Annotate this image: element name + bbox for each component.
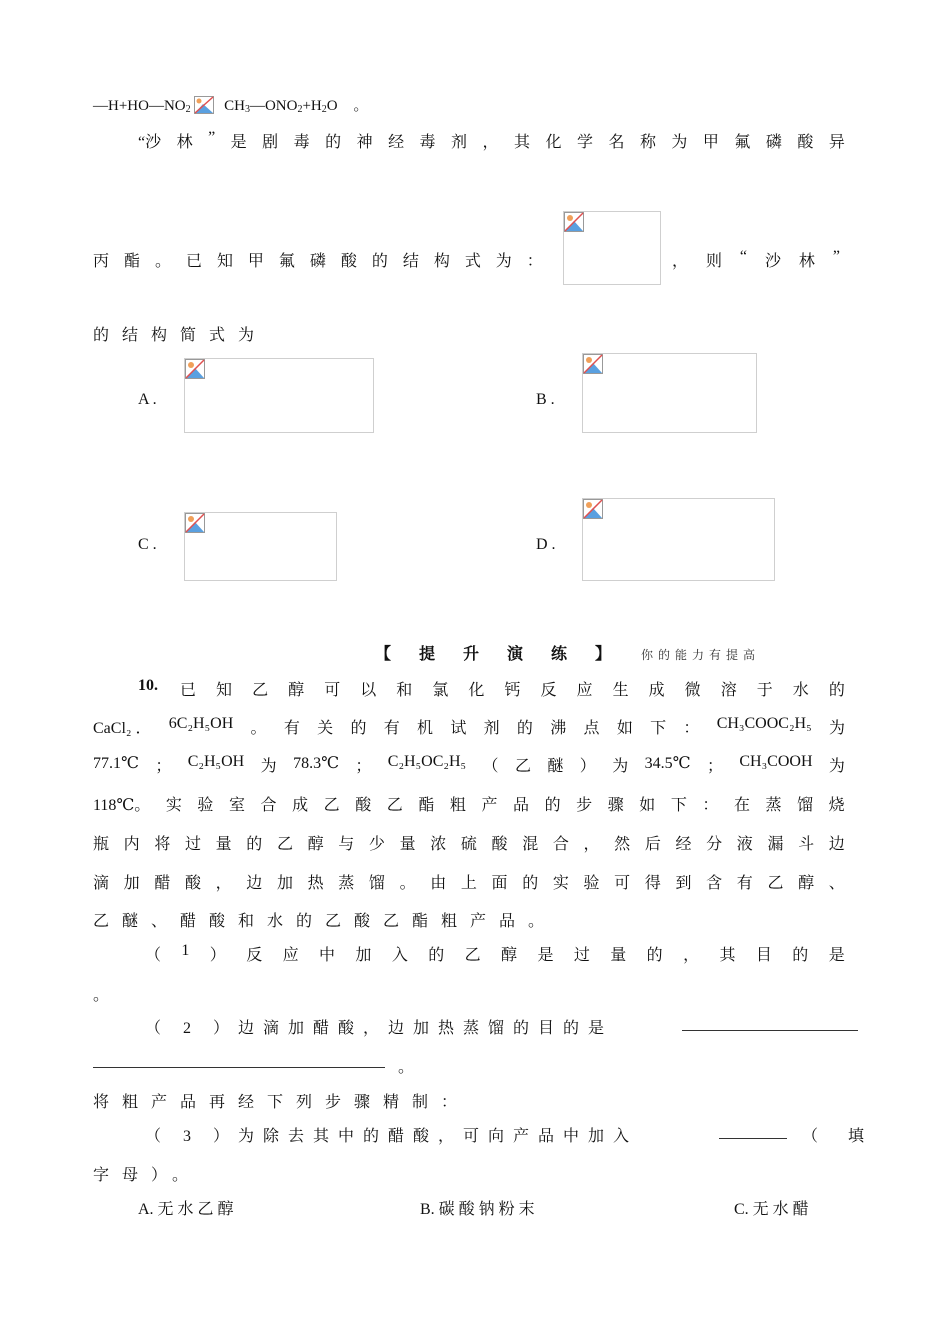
q5-token: 的: [246, 836, 263, 853]
choice-a[interactable]: A. 无 水 乙 醇: [138, 1201, 234, 1218]
q4-token: 蒸: [765, 797, 782, 814]
s1-token: ，: [683, 947, 700, 964]
q2-token: ：: [683, 720, 700, 737]
q1-token: 氯: [432, 682, 449, 699]
q2-token: CaCl₂ ．: [93, 720, 152, 737]
broken-image-icon: [185, 513, 205, 533]
q10-line-5: [93, 831, 845, 854]
s1-token: 的: [792, 947, 809, 964]
q5-token: 硫: [460, 836, 477, 853]
s1-token: 是: [537, 947, 554, 964]
broken-image-icon: [583, 354, 603, 374]
q2-token: 6C₂H₅OH: [168, 715, 234, 732]
sarin2l-token: 的: [371, 253, 388, 270]
q1-token: 钙: [504, 682, 521, 699]
sarin1-token: 毒: [419, 134, 436, 151]
q6-token: 可: [614, 875, 631, 892]
sub-question-3-tail: （ 填: [802, 1128, 878, 1145]
s1-token: 目: [755, 947, 772, 964]
sarin1-token: 称: [639, 134, 656, 151]
q4-token: 合: [260, 797, 277, 814]
sarin-line-1: [138, 129, 845, 152]
q4-token: 骤: [607, 797, 624, 814]
q1-token: 于: [756, 682, 773, 699]
q5-token: 经: [675, 836, 692, 853]
s1-token: 1: [181, 942, 190, 959]
question-number: 10.: [138, 677, 158, 694]
s1-token: 反: [246, 947, 263, 964]
q2-token: 如: [616, 720, 633, 737]
q4-token: 酯: [418, 797, 435, 814]
q2-token: 试: [450, 720, 467, 737]
q6-token: 乙: [767, 875, 784, 892]
option-a-image: [184, 358, 374, 433]
choice-b[interactable]: B. 碳 酸 钠 粉 末: [420, 1201, 535, 1218]
q6-token: 含: [706, 875, 723, 892]
q1-token: 乙: [252, 682, 269, 699]
broken-image-icon: [564, 212, 584, 232]
sarin1-token: 毒: [293, 134, 310, 151]
q4-token: 酸: [355, 797, 372, 814]
q2-token: 关: [317, 720, 334, 737]
sarin-line-3: 的结构简式为: [93, 327, 268, 344]
s1-token: 应: [282, 947, 299, 964]
q4-token: 如: [639, 797, 656, 814]
option-c-label: C .: [138, 536, 157, 553]
q4-token: 的: [544, 797, 561, 814]
option-b-label: B .: [536, 391, 555, 408]
q2-token: 机: [417, 720, 434, 737]
q3-token: ；: [706, 758, 723, 775]
sub-question-1-end: 。: [93, 987, 110, 1004]
q6-token: 馏: [368, 875, 385, 892]
q5-token: 瓶: [93, 836, 110, 853]
sarin1-token: 经: [388, 134, 405, 151]
s1-token: （: [145, 947, 162, 964]
sarin1-token: 其: [514, 134, 531, 151]
q1-token: 可: [324, 682, 341, 699]
q3-token: C₂H₅OC₂H₅: [387, 753, 467, 770]
q3-token: ；: [355, 758, 372, 775]
sarin2l-token: 结: [402, 253, 419, 270]
q5-token: 将: [154, 836, 171, 853]
q4-token: 验: [197, 797, 214, 814]
sarin1-token: 林: [176, 134, 193, 151]
q2-token: 点: [583, 720, 600, 737]
sarin2r-token: ”: [832, 248, 840, 265]
q10-line-1: [180, 677, 845, 700]
q5-token: 然: [614, 836, 631, 853]
q1-token: 应: [576, 682, 593, 699]
sarin2r-token: 沙: [764, 253, 781, 270]
section-heading: [375, 641, 760, 664]
q4-token: 烧: [828, 797, 845, 814]
broken-image-icon: [583, 499, 603, 519]
section-subtitle: 你的能力有提高: [641, 648, 761, 662]
section-title: 【 提 升 演 练 】: [375, 646, 624, 663]
sarin-line-2-right: [672, 248, 840, 271]
q6-token: 的: [522, 875, 539, 892]
sarin1-token: 学: [576, 134, 593, 151]
sarin1-token: 氟: [734, 134, 751, 151]
q1-token: 水: [792, 682, 809, 699]
s1-token: 过: [573, 947, 590, 964]
q3-token: CH₃COOH: [739, 753, 813, 770]
q10-line-4: [93, 792, 845, 815]
sub-question-3-line-2: 字母）。: [93, 1167, 202, 1184]
q5-token: 乙: [276, 836, 293, 853]
sub-question-3: （ 3 ）为除去其中的醋酸，可向产品中加入: [145, 1128, 639, 1145]
q3-token: 77.1℃: [93, 755, 139, 772]
q4-token: 下: [670, 797, 687, 814]
q6-token: 酸: [184, 875, 201, 892]
q3-token: ；: [155, 758, 172, 775]
q3-token: 醚: [547, 758, 564, 775]
answer-blank-2b[interactable]: [93, 1053, 385, 1073]
sarin2r-token: ，: [672, 253, 689, 270]
sarin1-token: 剂: [451, 134, 468, 151]
q5-token: 与: [338, 836, 355, 853]
sarin1-token: 是: [230, 134, 247, 151]
sarin1-token: 的: [325, 134, 342, 151]
option-c-image: [184, 512, 337, 581]
q2-token: 的: [350, 720, 367, 737]
q1-token: 化: [468, 682, 485, 699]
q2-token: 有: [383, 720, 400, 737]
q1-token: 生: [612, 682, 629, 699]
sarin1-token: 神: [356, 134, 373, 151]
q1-token: 和: [396, 682, 413, 699]
sarin2l-token: 氟: [278, 253, 295, 270]
s1-token: 的: [646, 947, 663, 964]
q1-token: 溶: [720, 682, 737, 699]
q1-token: 微: [684, 682, 701, 699]
q3-token: 为: [260, 758, 277, 775]
q3-token: （: [482, 758, 499, 775]
s1-token: 乙: [464, 947, 481, 964]
reaction-equation: $—H+HO—NO_2$ $CH_3—ONO_2+H_2O$ 。: [93, 98, 369, 115]
sub-question-2: （ 2 ）边滴加醋酸，边加热蒸馏的目的是: [145, 1020, 614, 1037]
q6-token: 热: [307, 875, 324, 892]
sarin1-token: 异: [828, 134, 845, 151]
q3-token: 为: [828, 758, 845, 775]
q4-token: ：: [702, 797, 719, 814]
q6-token: 由: [430, 875, 447, 892]
q4-token: 品: [513, 797, 530, 814]
q10-line-7: 乙醚、醋酸和水的乙酸乙酯粗产品。: [93, 913, 558, 930]
q6-token: 有: [736, 875, 753, 892]
q5-token: 漏: [767, 836, 784, 853]
q4-token: 室: [228, 797, 245, 814]
broken-image-icon: [194, 96, 214, 114]
sarin1-token: 酸: [797, 134, 814, 151]
q5-token: 过: [184, 836, 201, 853]
q2-token: 。: [250, 720, 267, 737]
q2-token: CH₃COOC₂H₅: [716, 715, 812, 732]
sarin2r-token: “: [739, 248, 748, 265]
option-b-image: [582, 353, 757, 433]
sarin1-token: ，: [482, 134, 499, 151]
methylfluorophosphonic-acid-structure-image: [563, 211, 661, 285]
q10-line-2: [93, 715, 845, 738]
q1-token: 以: [360, 682, 377, 699]
q10-line-6: [93, 870, 845, 893]
q3-token: C₂H₅OH: [187, 753, 245, 770]
q2-token: 下: [650, 720, 667, 737]
q6-token: 、: [828, 875, 845, 892]
q5-token: 合: [552, 836, 569, 853]
q6-token: 面: [491, 875, 508, 892]
sub-question-2-end: 。: [398, 1059, 415, 1076]
q3-token: 34.5℃: [644, 755, 691, 772]
sarin2l-token: 丙: [93, 253, 110, 270]
sarin2l-token: 甲: [247, 253, 264, 270]
q1-token: 成: [648, 682, 665, 699]
q6-token: 实: [552, 875, 569, 892]
q5-token: 浓: [430, 836, 447, 853]
q2-token: 为: [828, 720, 845, 737]
sarin2l-token: 已: [185, 253, 202, 270]
s1-token: 醇: [501, 947, 518, 964]
sarin2l-token: ：: [526, 253, 543, 270]
sarin1-token: 为: [671, 134, 688, 151]
s1-token: 其: [719, 947, 736, 964]
q6-token: 蒸: [338, 875, 355, 892]
q5-token: 后: [644, 836, 661, 853]
q1-token: 反: [540, 682, 557, 699]
q5-token: 量: [215, 836, 232, 853]
q6-token: 滴: [93, 875, 110, 892]
answer-blank-3[interactable]: [719, 1124, 787, 1144]
q3-token: 乙: [514, 758, 531, 775]
sub-question-1: [145, 942, 845, 965]
q5-token: 量: [399, 836, 416, 853]
sarin1-token: “沙: [138, 134, 162, 151]
q1-token: 的: [828, 682, 845, 699]
q2-token: 剂: [483, 720, 500, 737]
broken-image-icon: [185, 359, 205, 379]
s1-token: 中: [319, 947, 336, 964]
q4-token: 步: [576, 797, 593, 814]
q4-token: 成: [292, 797, 309, 814]
q4-token: 产: [481, 797, 498, 814]
q5-token: 分: [706, 836, 723, 853]
s1-token: 量: [610, 947, 627, 964]
q4-token: 馏: [797, 797, 814, 814]
q1-token: 知: [216, 682, 233, 699]
q4-token: 118℃。: [93, 797, 151, 814]
sarin2l-token: 。: [154, 253, 171, 270]
s1-token: 的: [428, 947, 445, 964]
q5-token: ，: [583, 836, 600, 853]
sarin1-token: 磷: [765, 134, 782, 151]
s1-token: ）: [209, 947, 226, 964]
sarin2r-token: 则: [705, 253, 722, 270]
s1-token: 是: [828, 947, 845, 964]
q5-token: 内: [123, 836, 140, 853]
q3-token: 78.3℃: [293, 755, 339, 772]
q1-token: 醇: [288, 682, 305, 699]
q5-token: 醇: [307, 836, 324, 853]
sarin2l-token: 酯: [123, 253, 140, 270]
q4-token: 乙: [323, 797, 340, 814]
q4-token: 粗: [449, 797, 466, 814]
sarin1-token: 甲: [702, 134, 719, 151]
q6-token: 醋: [154, 875, 171, 892]
q6-token: 加: [123, 875, 140, 892]
q5-token: 酸: [491, 836, 508, 853]
q6-token: 得: [644, 875, 661, 892]
option-d-label: D .: [536, 536, 556, 553]
sarin1-token: 化: [545, 134, 562, 151]
q6-token: 上: [460, 875, 477, 892]
q2-token: 沸: [550, 720, 567, 737]
refine-instruction: 将粗产品再经下列步骤精制：: [93, 1094, 471, 1111]
option-a-label: A .: [138, 391, 157, 408]
q4-token: 乙: [386, 797, 403, 814]
q4-token: 在: [733, 797, 750, 814]
q6-token: ，: [215, 875, 232, 892]
sarin-line-2-left: [93, 248, 543, 271]
sarin2l-token: 知: [216, 253, 233, 270]
q5-token: 边: [828, 836, 845, 853]
q5-token: 液: [736, 836, 753, 853]
s1-token: 加: [355, 947, 372, 964]
q5-token: 混: [522, 836, 539, 853]
sarin1-token: 名: [608, 134, 625, 151]
q5-token: 少: [368, 836, 385, 853]
q2-token: 有: [283, 720, 300, 737]
q6-token: 到: [675, 875, 692, 892]
sarin2r-token: 林: [798, 253, 815, 270]
q1-token: 已: [180, 682, 197, 699]
sarin2l-token: 酸: [340, 253, 357, 270]
q6-token: 醇: [798, 875, 815, 892]
sarin2l-token: 构: [433, 253, 450, 270]
sarin1-token: 剧: [262, 134, 279, 151]
choice-c[interactable]: C. 无 水 醋: [734, 1201, 809, 1218]
q6-token: 边: [246, 875, 263, 892]
sarin2l-token: 式: [464, 253, 481, 270]
sarin2l-token: 磷: [309, 253, 326, 270]
q6-token: 加: [276, 875, 293, 892]
q6-token: 。: [399, 875, 416, 892]
option-d-image: [582, 498, 775, 581]
q2-token: 的: [516, 720, 533, 737]
answer-blank-2a[interactable]: [682, 1016, 858, 1036]
q6-token: 验: [583, 875, 600, 892]
q3-token: ）: [579, 758, 596, 775]
q3-token: 为: [612, 758, 629, 775]
q4-token: 实: [165, 797, 182, 814]
q5-token: 斗: [798, 836, 815, 853]
q10-line-3: [93, 753, 845, 776]
sarin2l-token: 为: [495, 253, 512, 270]
sarin1-token: ”: [208, 129, 216, 146]
s1-token: 入: [391, 947, 408, 964]
